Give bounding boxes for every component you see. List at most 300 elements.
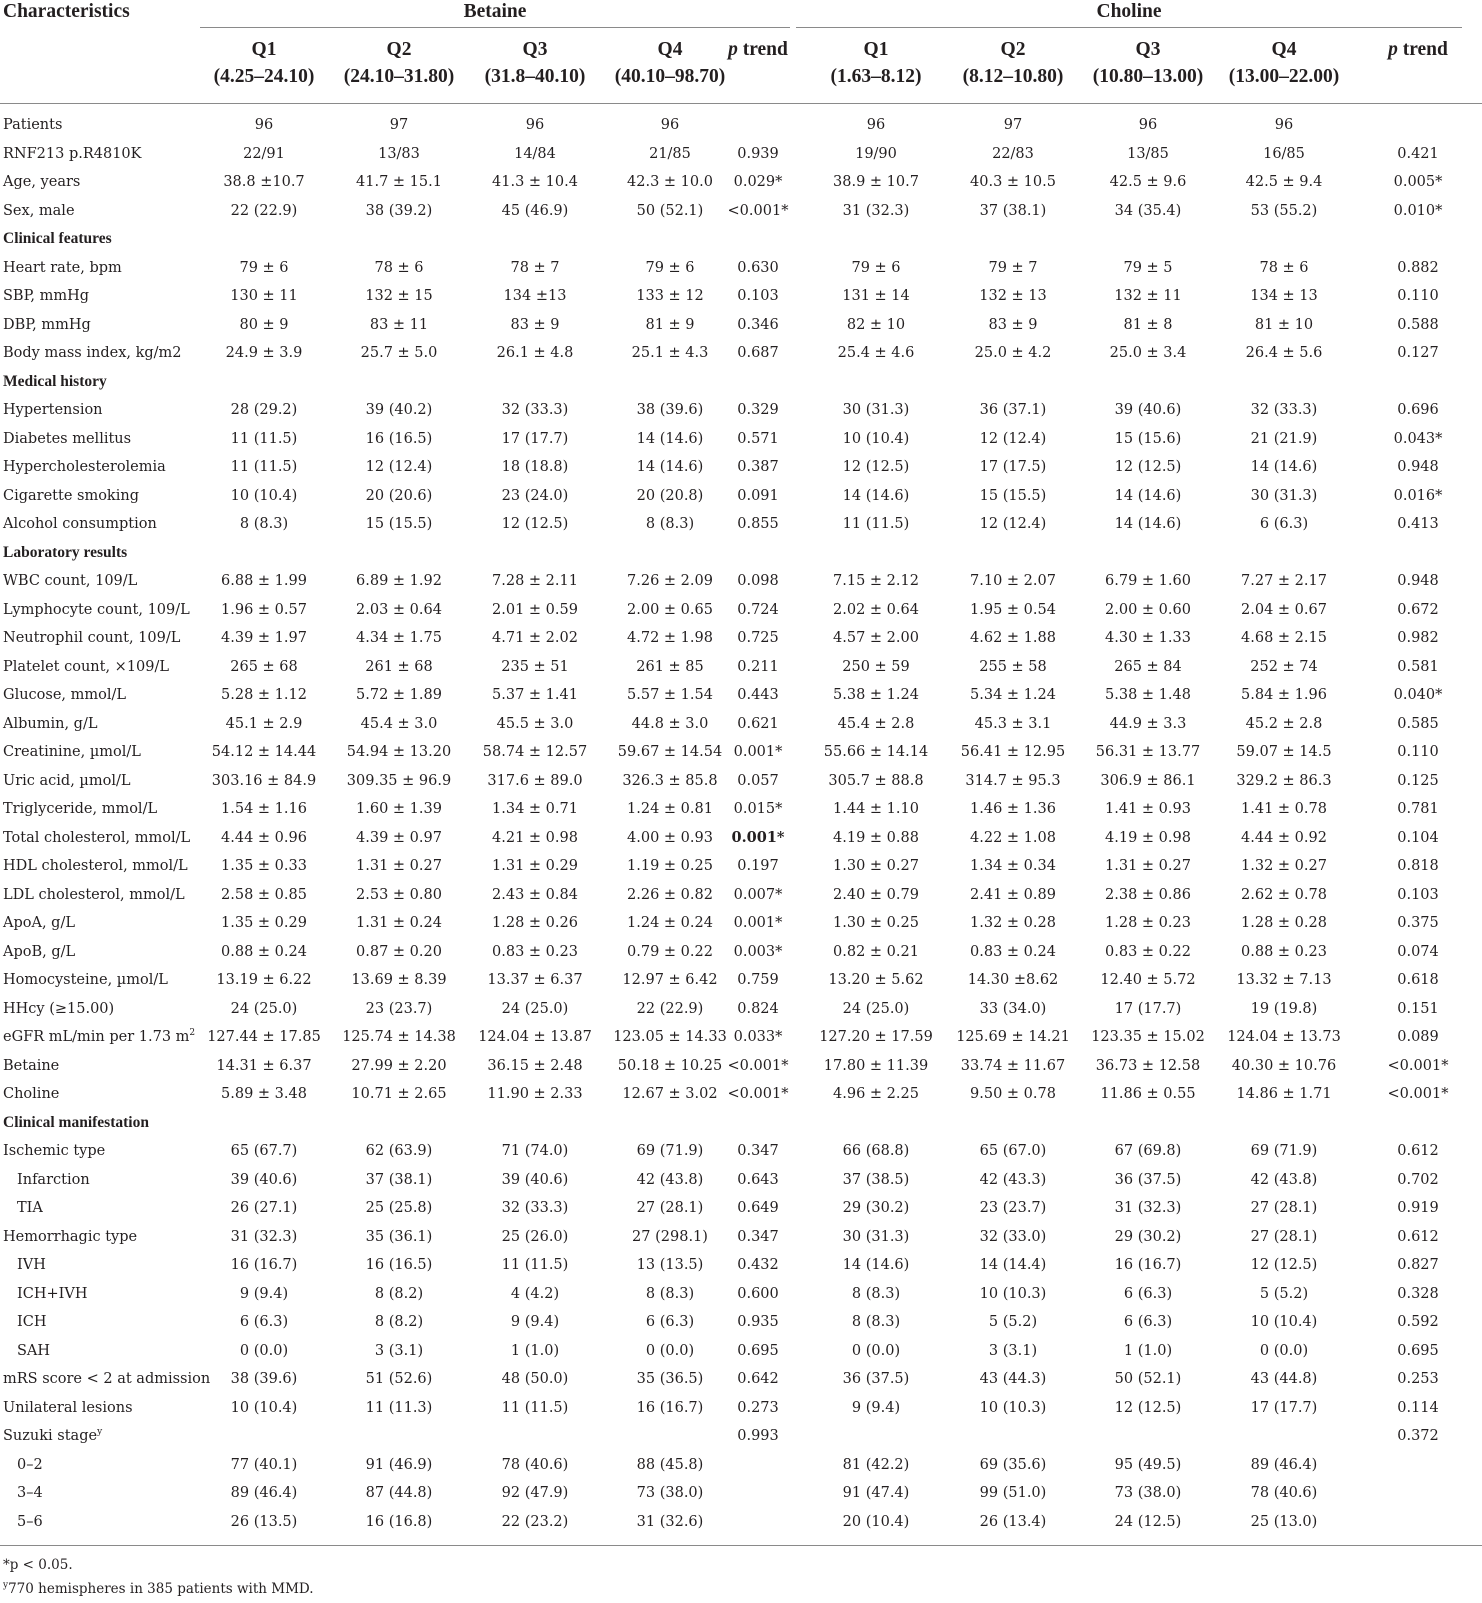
row-label (3, 168, 80, 197)
table-row (0, 482, 1482, 511)
value-cell: 16 (16.7) (230, 1257, 298, 1273)
value-cell: 7.27 ± 2.17 (1241, 573, 1327, 589)
value-cell: 42.5 ± 9.6 (1109, 174, 1187, 190)
value-cell: 2.40 ± 0.79 (833, 886, 919, 903)
value-cell: 58.74 ± 12.57 (482, 744, 588, 760)
table-row (0, 396, 1482, 425)
value-cell: 6 (6.3) (1123, 1314, 1173, 1330)
section-heading (3, 539, 127, 568)
betaine-p-trend-header (713, 36, 803, 63)
value-cell: 1.95 ± 0.54 (970, 601, 1056, 618)
p-trend-rest: trend (1397, 39, 1448, 60)
value-cell: 9 (9.4) (851, 1399, 901, 1416)
row-label (3, 938, 75, 967)
value-cell: 45.2 ± 2.8 (1245, 715, 1323, 732)
table-row (0, 767, 1482, 796)
row-label (3, 1394, 133, 1423)
value-cell: 26.1 ± 4.8 (496, 345, 574, 361)
row-label-text: 3–4 (17, 1485, 43, 1501)
row-label (3, 396, 103, 425)
value-cell: 250 ± 59 (842, 658, 910, 675)
row-label-text: Total cholesterol, mmol/L (3, 829, 191, 846)
value-cell: 79 ± 6 (645, 259, 695, 276)
value-cell: 65 (67.0) (979, 1143, 1047, 1159)
p-trend-cell: 0.110 (1397, 288, 1439, 304)
value-cell: 12 (12.4) (979, 430, 1047, 447)
value-cell: 96 (866, 117, 886, 133)
row-label-text: Medical history (3, 372, 107, 390)
row-label (17, 1308, 46, 1337)
value-cell: 10 (10.4) (230, 487, 298, 504)
value-cell: 45.4 ± 3.0 (360, 715, 438, 732)
value-cell: 2.01 ± 0.59 (492, 601, 578, 618)
p-trend-cell: 0.347 (737, 1228, 779, 1245)
p-trend-cell: 0.982 (1397, 630, 1439, 646)
value-cell: 37 (38.1) (979, 202, 1047, 219)
value-cell: 132 ± 11 (1114, 288, 1182, 304)
value-cell: 32 (33.3) (501, 402, 569, 418)
section-heading-row (0, 225, 1482, 254)
value-cell: 2.00 ± 0.65 (627, 601, 713, 618)
value-cell: 50.18 ± 10.25 (617, 1057, 723, 1074)
value-cell: 6.79 ± 1.60 (1105, 573, 1191, 589)
row-label (3, 1223, 137, 1252)
value-cell: 65 (67.7) (230, 1143, 298, 1159)
value-cell: 43 (44.3) (979, 1371, 1047, 1387)
p-trend-cell: 0.104 (1397, 829, 1439, 846)
value-cell: 36 (37.5) (842, 1371, 910, 1387)
value-cell: 0.79 ± 0.22 (627, 943, 713, 960)
row-label-text: Albumin, g/L (3, 715, 98, 732)
value-cell: 19 (19.8) (1250, 1000, 1318, 1017)
row-label (3, 995, 114, 1024)
row-label-text: Infarction (17, 1171, 90, 1188)
p-trend-cell: 0.347 (737, 1143, 779, 1159)
value-cell: 39 (40.6) (230, 1171, 298, 1188)
value-cell: 261 ± 68 (365, 658, 433, 675)
value-cell: 26 (13.5) (230, 1513, 298, 1530)
value-cell: 27 (298.1) (632, 1228, 708, 1245)
value-cell: 25.0 ± 4.2 (974, 345, 1052, 361)
value-cell: 34 (35.4) (1114, 202, 1182, 219)
value-cell: 67 (69.8) (1114, 1143, 1182, 1159)
value-cell: 40.3 ± 10.5 (970, 174, 1056, 190)
value-cell: 19/90 (855, 145, 897, 162)
value-cell: 78 ± 6 (374, 259, 424, 276)
row-label-text: Laboratory results (3, 543, 128, 561)
value-cell: 78 ± 6 (1259, 259, 1309, 276)
row-label-text: Body mass index, kg/m2 (3, 345, 182, 361)
row-label (3, 311, 91, 340)
row-label (3, 738, 141, 767)
value-cell: 4.44 ± 0.92 (1241, 829, 1327, 846)
value-cell: 14 (14.6) (636, 459, 704, 475)
value-cell: 22/91 (243, 145, 285, 162)
table-row (0, 1422, 1482, 1451)
value-cell: 42.3 ± 10.0 (627, 174, 713, 190)
value-cell: 79 ± 6 (239, 259, 289, 276)
value-cell: 25.4 ± 4.6 (837, 345, 915, 361)
p-trend-cell: 0.621 (737, 715, 779, 732)
p-trend-cell: 0.001* (733, 744, 783, 760)
value-cell: 12.40 ± 5.72 (1100, 972, 1196, 988)
value-cell: 1 (1.0) (510, 1342, 560, 1359)
value-cell: 4.19 ± 0.88 (833, 829, 919, 846)
value-cell: 13.32 ± 7.13 (1236, 972, 1332, 988)
value-cell: 45.1 ± 2.9 (225, 715, 303, 732)
row-label (3, 909, 75, 938)
row-label (17, 1194, 43, 1223)
table-row (0, 1080, 1482, 1109)
row-label-text: Ischemic type (3, 1143, 106, 1159)
footnote (3, 1557, 73, 1573)
p-trend-cell: 0.329 (737, 402, 779, 418)
value-cell: 11 (11.5) (842, 516, 910, 532)
value-cell: 8 (8.3) (645, 516, 695, 532)
value-cell: 81 ± 8 (1123, 316, 1173, 333)
value-cell: 125.74 ± 14.38 (342, 1029, 456, 1045)
value-cell: 32 (33.3) (1250, 402, 1318, 418)
row-label-text: HDL cholesterol, mmol/L (3, 858, 188, 874)
value-cell: 9 (9.4) (510, 1314, 560, 1330)
value-cell: 81 (42.2) (842, 1456, 910, 1473)
row-label-text: Triglyceride, mmol/L (3, 801, 158, 817)
row-label (3, 510, 157, 539)
row-label-text: ApoB, g/L (3, 943, 76, 960)
row-label (3, 111, 62, 140)
value-cell: 69 (35.6) (979, 1456, 1047, 1473)
p-trend-cell: 0.759 (737, 972, 779, 988)
value-cell: 59.07 ± 14.5 (1236, 744, 1332, 760)
value-cell: 7.15 ± 2.12 (833, 573, 919, 589)
value-cell: 134 ± 13 (1250, 288, 1318, 304)
value-cell: 50 (52.1) (1114, 1371, 1182, 1387)
table-row (0, 938, 1482, 967)
row-label-text: Hypertension (3, 402, 103, 418)
value-cell: 23 (23.7) (979, 1200, 1047, 1216)
row-label (3, 795, 157, 824)
row-label (3, 567, 137, 596)
value-cell: 77 (40.1) (230, 1456, 298, 1473)
row-label-superscript: y (97, 1427, 103, 1438)
value-cell: 29 (30.2) (842, 1200, 910, 1216)
value-cell: 42 (43.8) (636, 1171, 704, 1188)
value-cell: 14 (14.6) (1250, 459, 1318, 475)
value-cell: 22/83 (992, 145, 1034, 162)
value-cell: 1.35 ± 0.29 (221, 915, 307, 931)
value-cell: 2.43 ± 0.84 (492, 886, 578, 903)
p-trend-cell: 0.600 (737, 1285, 779, 1302)
value-cell: 2.38 ± 0.86 (1105, 886, 1191, 903)
row-label (3, 339, 182, 368)
table-row (0, 795, 1482, 824)
p-trend-cell: 0.935 (737, 1314, 779, 1330)
value-cell: 21/85 (649, 145, 691, 162)
value-cell: 255 ± 58 (979, 658, 1047, 675)
p-trend-cell: <0.001* (727, 1057, 789, 1074)
choline-p-trend-header (1373, 36, 1463, 63)
p-trend-cell: 0.253 (1397, 1371, 1439, 1387)
value-cell: 14 (14.6) (1114, 516, 1182, 532)
value-cell: 305.7 ± 88.8 (828, 772, 924, 789)
value-cell: 0.87 ± 0.20 (356, 943, 442, 960)
value-cell: 83 ± 11 (369, 316, 429, 333)
row-label-text: ICH+IVH (17, 1285, 88, 1302)
value-cell: 4.68 ± 2.15 (1241, 630, 1327, 646)
row-label (17, 1479, 43, 1508)
value-cell: 0.82 ± 0.21 (833, 943, 919, 960)
value-cell: 33.74 ± 11.67 (960, 1057, 1066, 1074)
choline-q1-header-range: (1.63–8.12) (830, 66, 922, 87)
row-label (3, 1422, 102, 1451)
p-trend-cell: 0.103 (737, 288, 779, 304)
value-cell: 1.31 ± 0.27 (1105, 858, 1191, 874)
p-trend-cell: 0.040* (1393, 687, 1443, 703)
p-trend-cell: 0.387 (737, 459, 779, 475)
table-row (0, 1052, 1482, 1081)
row-label (3, 596, 190, 625)
value-cell: 5.57 ± 1.54 (627, 687, 713, 703)
value-cell: 83 ± 9 (988, 316, 1038, 333)
value-cell: 89 (46.4) (1250, 1456, 1318, 1473)
value-cell: 8 (8.3) (851, 1285, 901, 1302)
value-cell: 7.26 ± 2.09 (627, 573, 713, 589)
value-cell: 13.69 ± 8.39 (351, 972, 447, 988)
table-row (0, 1308, 1482, 1337)
p-trend-cell: 0.074 (1397, 943, 1439, 960)
p-trend-cell: 0.882 (1397, 259, 1439, 276)
p-trend-cell: 0.413 (1397, 516, 1439, 532)
value-cell: 1.28 ± 0.28 (1241, 915, 1327, 931)
value-cell: 7.10 ± 2.07 (970, 573, 1056, 589)
value-cell: 15 (15.5) (365, 516, 433, 532)
value-cell: 24 (25.0) (501, 1000, 569, 1017)
value-cell: 80 ± 9 (239, 316, 289, 333)
section-heading-row (0, 539, 1482, 568)
value-cell: 16 (16.7) (636, 1399, 704, 1416)
p-trend-cell: 0.421 (1397, 145, 1439, 162)
value-cell: 4.00 ± 0.93 (627, 829, 713, 846)
value-cell: 15 (15.6) (1114, 430, 1182, 447)
value-cell: 16 (16.5) (365, 1257, 433, 1273)
value-cell: 73 (38.0) (636, 1485, 704, 1501)
row-label-text: Heart rate, bpm (3, 259, 122, 276)
value-cell: 42 (43.8) (1250, 1171, 1318, 1188)
value-cell: 6 (6.3) (1123, 1285, 1173, 1302)
value-cell: 14 (14.6) (842, 1257, 910, 1273)
value-cell: 2.02 ± 0.64 (833, 601, 919, 618)
value-cell: 4.30 ± 1.33 (1105, 630, 1191, 646)
value-cell: 78 (40.6) (501, 1456, 569, 1473)
choline-group-rule (796, 27, 1462, 28)
value-cell: 36 (37.5) (1114, 1171, 1182, 1188)
table-row (0, 596, 1482, 625)
value-cell: 43 (44.8) (1250, 1371, 1318, 1387)
row-label-superscript: 2 (189, 1028, 196, 1039)
row-label-text: IVH (17, 1257, 46, 1273)
value-cell: 62 (63.9) (365, 1143, 433, 1159)
value-cell: 30 (31.3) (1250, 487, 1318, 504)
value-cell: 27 (28.1) (1250, 1200, 1318, 1216)
value-cell: 261 ± 85 (636, 658, 704, 675)
value-cell: 16 (16.8) (365, 1513, 433, 1530)
betaine-q1-header-q: Q1 (251, 39, 277, 60)
row-label-text: RNF213 p.R4810K (3, 145, 142, 162)
value-cell: 22 (22.9) (230, 202, 298, 219)
value-cell: 11 (11.5) (230, 459, 298, 475)
value-cell: 9 (9.4) (239, 1285, 289, 1302)
value-cell: 6.88 ± 1.99 (221, 573, 307, 589)
value-cell: 79 ± 5 (1123, 259, 1173, 276)
value-cell: 5 (5.2) (988, 1314, 1038, 1330)
choline-q3-header-q: Q3 (1135, 39, 1161, 60)
row-label-text: WBC count, 109/L (3, 573, 138, 589)
p-trend-cell: 0.702 (1397, 1171, 1439, 1188)
row-label (3, 881, 185, 910)
value-cell: 2.26 ± 0.82 (627, 886, 713, 903)
value-cell: 309.35 ± 96.9 (346, 772, 452, 789)
table-row (0, 1166, 1482, 1195)
value-cell: 127.20 ± 17.59 (819, 1029, 933, 1045)
p-trend-cell: 0.571 (737, 430, 779, 447)
p-trend-cell: 0.695 (1397, 1342, 1439, 1359)
value-cell: 14 (14.6) (636, 430, 704, 447)
value-cell: 31 (32.3) (842, 202, 910, 219)
value-cell: 13.19 ± 6.22 (216, 972, 312, 988)
table-row (0, 1365, 1482, 1394)
value-cell: 25.0 ± 3.4 (1109, 345, 1187, 361)
value-cell: 1 (1.0) (1123, 1342, 1173, 1359)
table-row (0, 1337, 1482, 1366)
table-row (0, 453, 1482, 482)
value-cell: 44.8 ± 3.0 (631, 715, 709, 732)
row-label (3, 681, 126, 710)
header-bottom-rule (0, 103, 1482, 104)
row-label (3, 852, 188, 881)
value-cell: 30 (31.3) (842, 1228, 910, 1245)
value-cell: 96 (1138, 117, 1158, 133)
value-cell: 132 ± 15 (365, 288, 433, 304)
row-label-text: 0–2 (17, 1456, 43, 1473)
value-cell: 265 ± 84 (1114, 658, 1182, 675)
value-cell: 2.41 ± 0.89 (970, 886, 1056, 903)
value-cell: 25 (26.0) (501, 1228, 569, 1245)
p-trend-cell: 0.114 (1397, 1399, 1439, 1416)
footnote-superscript: y (3, 1580, 9, 1591)
choline-q3-header-range: (10.80–13.00) (1092, 66, 1204, 87)
p-trend-cell: 0.151 (1397, 1000, 1439, 1017)
p-trend-cell: <0.001* (1387, 1086, 1449, 1102)
p-trend-cell: 0.057 (737, 772, 779, 789)
value-cell: 4 (4.2) (510, 1285, 560, 1302)
value-cell: 41.7 ± 15.1 (356, 174, 442, 190)
p-trend-cell: 0.588 (1397, 316, 1439, 333)
value-cell: 12 (12.5) (501, 516, 569, 532)
value-cell: 15 (15.5) (979, 487, 1047, 504)
row-label (17, 1280, 87, 1309)
footnote-text: *p < 0.05. (3, 1557, 73, 1573)
value-cell: 81 ± 10 (1254, 316, 1314, 333)
table-row (0, 567, 1482, 596)
p-trend-cell: <0.001* (1387, 1057, 1449, 1074)
value-cell: 24 (25.0) (230, 1000, 298, 1017)
value-cell: 17.80 ± 11.39 (823, 1057, 929, 1074)
value-cell: 9.50 ± 0.78 (970, 1086, 1056, 1102)
value-cell: 1.46 ± 1.36 (970, 801, 1056, 817)
value-cell: 25 (13.0) (1250, 1513, 1318, 1530)
value-cell: 59.67 ± 14.54 (617, 744, 723, 760)
p-trend-cell: 0.687 (737, 345, 779, 361)
value-cell: 4.72 ± 1.98 (627, 630, 713, 646)
value-cell: 4.71 ± 2.02 (492, 630, 578, 646)
value-cell: 69 (71.9) (636, 1143, 704, 1159)
row-label-text: Sex, male (3, 202, 75, 219)
value-cell: 50 (52.1) (636, 202, 704, 219)
row-label (3, 1080, 59, 1109)
row-label-text: Choline (3, 1086, 60, 1102)
value-cell: 13.37 ± 6.37 (487, 972, 583, 988)
row-label-text: TIA (17, 1200, 43, 1216)
row-label-text: 5–6 (17, 1513, 43, 1530)
row-label (3, 1365, 210, 1394)
value-cell: 8 (8.3) (851, 1314, 901, 1330)
p-trend-cell: 0.672 (1397, 601, 1439, 618)
row-label-text: Homocysteine, µmol/L (3, 972, 168, 988)
value-cell: 31 (32.3) (230, 1228, 298, 1245)
p-trend-cell: 0.649 (737, 1200, 779, 1216)
value-cell: 42 (43.3) (979, 1171, 1047, 1188)
value-cell: 4.57 ± 2.00 (833, 630, 919, 646)
value-cell: 3 (3.1) (988, 1342, 1038, 1359)
p-trend-cell: 0.939 (737, 145, 779, 162)
p-trend-cell: 0.725 (737, 630, 779, 646)
value-cell: 4.22 ± 1.08 (970, 829, 1056, 846)
p-trend-italic: p (728, 39, 738, 60)
value-cell: 132 ± 13 (979, 288, 1047, 304)
table-row (0, 881, 1482, 910)
value-cell: 91 (46.9) (365, 1456, 433, 1473)
value-cell: 0 (0.0) (239, 1342, 289, 1359)
p-trend-cell: 0.443 (737, 687, 779, 703)
row-label-text: mRS score < 2 at admission (3, 1371, 211, 1387)
value-cell: 54.94 ± 13.20 (346, 744, 452, 760)
value-cell: 23 (24.0) (501, 487, 569, 504)
value-cell: 45.4 ± 2.8 (837, 715, 915, 732)
value-cell: 27.99 ± 2.20 (351, 1057, 447, 1074)
value-cell: 45.5 ± 3.0 (496, 715, 574, 732)
value-cell: 83 ± 9 (510, 316, 560, 333)
value-cell: 14 (14.6) (1114, 487, 1182, 504)
value-cell: 4.19 ± 0.98 (1105, 829, 1191, 846)
value-cell: 16/85 (1263, 145, 1305, 162)
value-cell: 4.96 ± 2.25 (833, 1086, 919, 1102)
p-trend-cell: 0.592 (1397, 1314, 1439, 1330)
value-cell: 39 (40.6) (1114, 402, 1182, 418)
value-cell: 6 (6.3) (1259, 516, 1309, 532)
row-label (3, 140, 142, 169)
value-cell: 124.04 ± 13.87 (478, 1029, 592, 1045)
value-cell: 12 (12.4) (365, 459, 433, 475)
value-cell: 53 (55.2) (1250, 202, 1318, 219)
value-cell: 4.62 ± 1.88 (970, 630, 1056, 646)
value-cell: 14/84 (514, 145, 556, 162)
p-trend-cell: 0.581 (1397, 658, 1439, 675)
value-cell: 66 (68.8) (842, 1143, 910, 1159)
value-cell: 235 ± 51 (501, 658, 569, 675)
row-label (3, 966, 168, 995)
value-cell: 123.35 ± 15.02 (1091, 1029, 1205, 1045)
row-label-text: Alcohol consumption (3, 516, 157, 532)
